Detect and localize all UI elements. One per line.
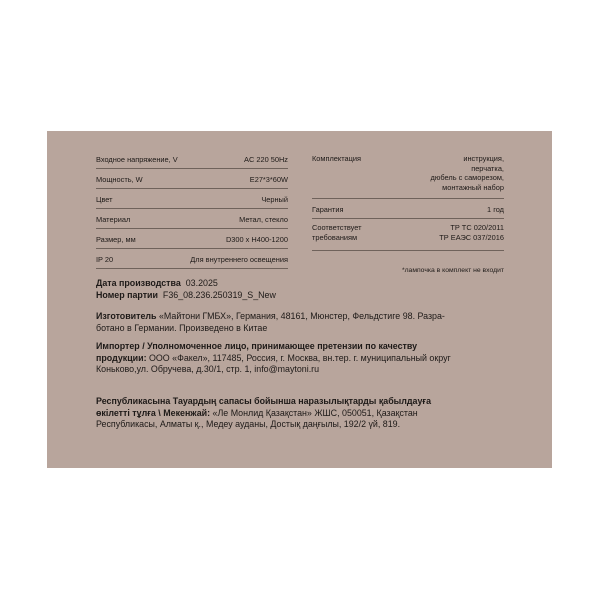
spec-row-size [96,229,288,249]
spec-table-left [96,149,288,269]
spec-row-compliance [312,219,504,251]
spec-key: Материал [96,215,131,224]
kz-rep-text: Республикасы, Алматы қ., Медеу ауданы, Достық даңғылы, 192/2 үй, 819. [96,419,401,430]
kz-rep-label: Республикасына Тауардың сапасы бойынша наразылықтарды қабылдауға [96,396,432,406]
spec-value [439,223,504,242]
spec-row-ip [96,249,288,269]
spec-row-color [96,189,288,209]
spec-value: E27*3*60W [249,175,288,184]
spec-value: Метал, стекло [239,215,288,224]
spec-value: D300 х H400-1200 [225,235,288,244]
spec-key: Цвет [96,195,113,204]
product-label-card [47,131,552,468]
manufacturer-info [96,311,502,334]
manufacturer-label: Изготовитель [96,311,157,321]
spec-key: Мощность, W [96,175,143,184]
importer-text: Коньково,ул. Обручева, д.30/1, стр. 1, info@maytoni.ru [96,364,320,375]
compliance-key-line: Соответствует [312,223,362,232]
kz-rep-label: өкілетті тұлға \ Мекенжай: [96,407,211,418]
spec-key: IP 20 [96,255,114,264]
batch-number-label: Номер партии [96,289,158,300]
kit-item: инструкция, [463,154,504,163]
kz-rep-text: «Ле Монлид Қазақстан» ЖШС, 050051, Қазақстан [212,407,418,418]
spec-value: 1 год [487,205,504,214]
spec-row-voltage [96,149,288,169]
kit-item: монтажный набор [442,182,504,192]
spec-row-material [96,209,288,229]
spec-row-power [96,169,288,189]
spec-key: Гарантия [312,205,344,214]
spec-row-warranty [312,199,504,219]
importer-label: Импортер / Уполномоченное лицо, принимающее претензии по качеству [96,341,418,351]
spec-row-kit [312,149,504,199]
bulb-footnote: *лампочка в комплект не входит [401,267,504,274]
production-info [96,278,502,301]
spec-value: Для внутреннего освещения [190,255,288,264]
manufacturer-text: «Майтони ГМБХ», Германия, 48161, Мюнстер, Фельдстиге 98. Разра- [158,311,445,321]
compliance-standard: ТР ТС 020/2011 [450,223,504,232]
production-date-value: 03.2025 [185,278,218,288]
importer-text: ООО «Факел», 117485, Россия, г. Москва, вн.тер. г. муниципальный округ [149,352,451,363]
compliance-standard: ТР ЕАЭС 037/2016 [439,232,504,242]
spec-key: Комплектация [312,154,362,163]
spec-table-right [312,149,504,251]
spec-value [431,154,504,193]
manufacturer-text: ботано в Германии. Произведено в Китае [96,322,268,333]
kit-item: перчатка, [471,163,504,173]
spec-key: Размер, мм [96,235,136,244]
importer-info [96,341,502,376]
importer-label: продукции: [96,352,147,363]
spec-value: Черный [261,195,288,204]
spec-key [312,223,362,242]
kit-item: дюбель с саморезом, [430,173,504,183]
batch-number-value: F36_08.236.250319_S_New [162,289,276,300]
production-date-label: Дата производства [96,278,181,288]
kz-representative-info [96,396,502,431]
spec-key: Входное напряжение, V [96,155,178,164]
spec-value: AC 220 50Hz [244,155,288,164]
compliance-key-line: требованиям [312,232,358,242]
